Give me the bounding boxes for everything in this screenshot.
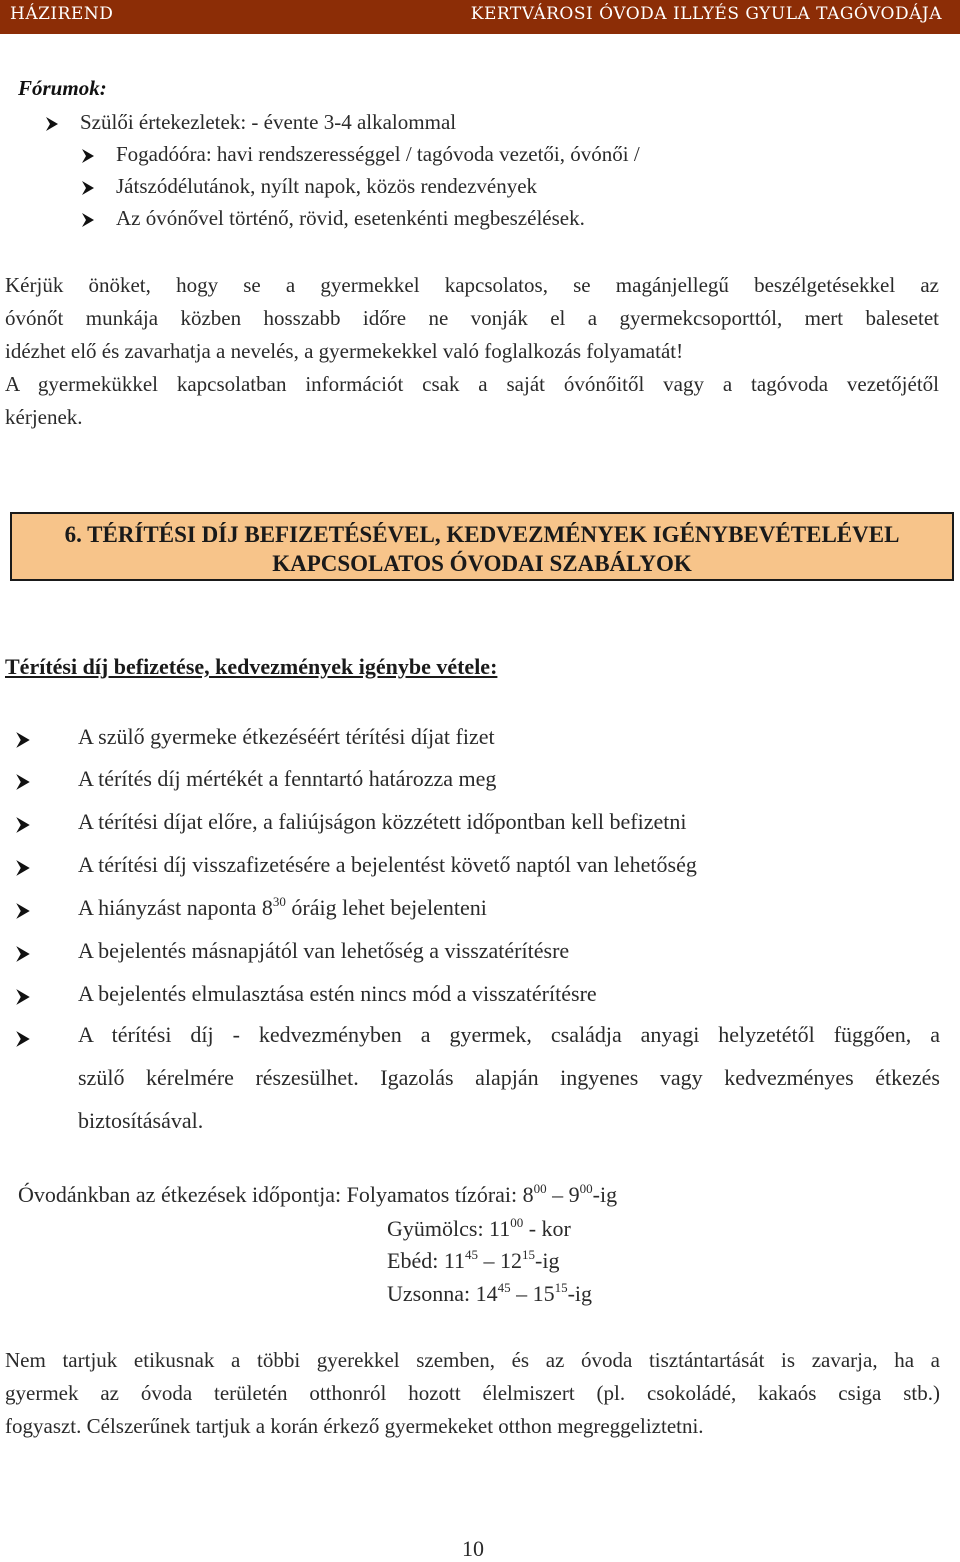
- page-number: 10: [462, 1536, 484, 1561]
- forums-title: Fórumok:: [18, 76, 107, 100]
- header-right-title: KERTVÁROSI ÓVODA ILLYÉS GYULA TAGÓVODÁJA: [470, 4, 942, 24]
- arrow-bullet-icon: [14, 902, 32, 920]
- meal-morning: Folyamatos tízórai: $8^{00} - 9^{00}-ig$: [346, 1181, 618, 1207]
- arrow-bullet-icon: [14, 945, 32, 963]
- closing-paragraph: Nem tartjuk etikusnak a többi gyerekkel szemben, és az óvoda tisztántartását is zavarja, ha a gyermek az óvoda területén otthonról hozott élelmiszert (pl. csokoládé, kakaós csiga stb.) fogyaszt. Célszerűnek tartjuk a korán érkező gyermekeket otthon megreggeliztetni.: [5, 1348, 940, 1438]
- forum-item: Szülői értekezletek: - évente 3-4 alkalommal: [80, 110, 456, 135]
- section-heading: [10, 512, 954, 581]
- section-heading-line2: KAPCSOLATOS ÓVODAI SZABÁLYOK: [272, 551, 692, 576]
- arrow-bullet-icon: [80, 148, 96, 164]
- arrow-bullet-icon: [80, 212, 96, 228]
- section-heading-line1: 6. TÉRÍTÉSI DÍJ BEFIZETÉSÉVEL, KEDVEZMÉNYEK IGÉNYBEVÉTELÉVEL: [64, 522, 900, 547]
- page-header: [0, 0, 960, 34]
- arrow-bullet-icon: [14, 816, 32, 834]
- arrow-bullet-icon: [14, 859, 32, 877]
- header-left-title: HÁZIREND: [10, 4, 114, 24]
- arrow-bullet-icon: [14, 988, 32, 1006]
- request-paragraph: Kérjük önöket, hogy se a gyermekkel kapcsolatos, se magánjellegű beszélgetésekkel az óvónőt munkája közben hosszabb időre ne vonják el a gyermekcsoporttól, mert balesetet idézhet elő és zavarhatja a nevelés, a gyermekekkel való foglalkozás folyamatát! A gyermekükkel kapcsolatban információt csak a saját óvónőitől vagy a tagóvoda vezetőjétől kérjenek.: [5, 273, 939, 429]
- fees-subheading: Térítési díj befizetése, kedvezmények igénybe vétele:: [5, 654, 498, 679]
- arrow-bullet-icon: [44, 116, 60, 132]
- meal-snack: Uzsonna: $14^{45} - 15^{15}-ig$: [387, 1280, 593, 1306]
- arrow-bullet-icon: [14, 773, 32, 791]
- arrow-bullet-icon: [14, 1030, 32, 1048]
- forum-item: Játszódélutánok, nyílt napok, közös rendezvények: [116, 174, 537, 199]
- forum-item: Fogadóóra: havi rendszerességgel / tagóvoda vezetői, óvónői /: [116, 142, 640, 167]
- forum-item: Az óvónővel történő, rövid, esetenkénti megbeszélések.: [116, 206, 585, 231]
- meal-fruit: Gyümölcs: $11^{00}$ - kor: [387, 1215, 571, 1241]
- arrow-bullet-icon: [14, 731, 32, 749]
- arrow-bullet-icon: [80, 180, 96, 196]
- meal-times-intro: Óvodánkban az étkezések időpontja: Folyamatos tízórai: $8^{00} - 9^{00}-ig$: [18, 1181, 618, 1207]
- meal-lunch: Ebéd: $11^{45} - 12^{15}-ig$: [387, 1247, 560, 1273]
